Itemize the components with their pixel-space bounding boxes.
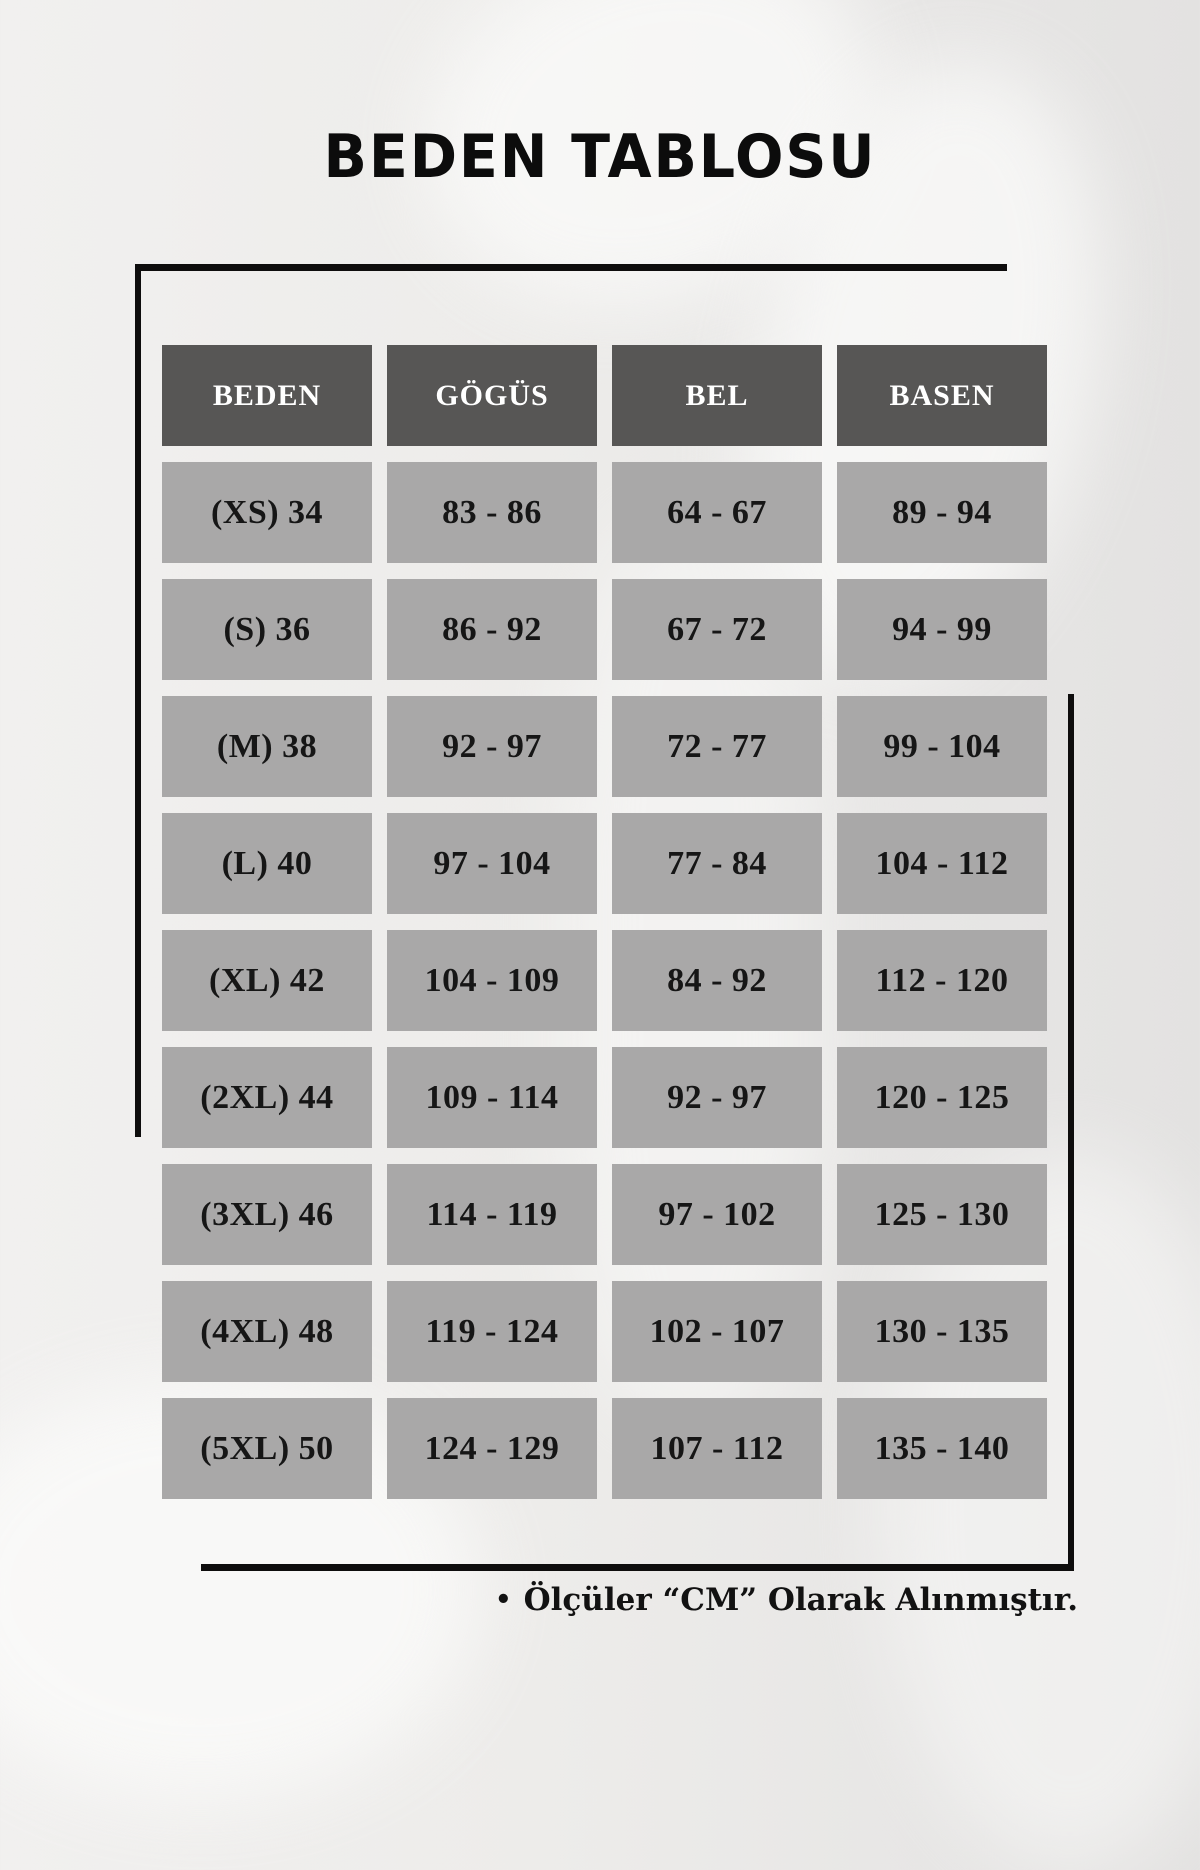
table-cell-r8-c3: 135 - 140 [837,1398,1047,1499]
table-cell-r8-c0: (5XL) 50 [162,1398,372,1499]
table-cell-r4-c1: 104 - 109 [387,930,597,1031]
table-cell-r1-c3: 94 - 99 [837,579,1047,680]
table-cell-r8-c1: 124 - 129 [387,1398,597,1499]
header-cell-1: GÖGÜS [387,345,597,446]
frame-line-right [1068,694,1074,1571]
table-cell-r3-c0: (L) 40 [162,813,372,914]
table-cell-r6-c0: (3XL) 46 [162,1164,372,1265]
table-cell-r1-c1: 86 - 92 [387,579,597,680]
table-cell-r0-c0: (XS) 34 [162,462,372,563]
table-cell-r7-c3: 130 - 135 [837,1281,1047,1382]
table-cell-r4-c2: 84 - 92 [612,930,822,1031]
table-cell-r2-c1: 92 - 97 [387,696,597,797]
table-cell-r6-c1: 114 - 119 [387,1164,597,1265]
header-cell-0: BEDEN [162,345,372,446]
table-cell-r1-c2: 67 - 72 [612,579,822,680]
footer-note [495,1582,1078,1618]
table-cell-r0-c2: 64 - 67 [612,462,822,563]
frame-line-top [135,264,1007,271]
table-cell-r3-c3: 104 - 112 [837,813,1047,914]
size-chart-table [162,345,1047,1499]
frame-line-bottom [201,1564,1074,1571]
table-cell-r7-c0: (4XL) 48 [162,1281,372,1382]
table-cell-r5-c3: 120 - 125 [837,1047,1047,1148]
bullet-icon: • [495,1585,512,1615]
header-cell-2: BEL [612,345,822,446]
table-cell-r7-c2: 102 - 107 [612,1281,822,1382]
table-cell-r5-c2: 92 - 97 [612,1047,822,1148]
table-cell-r3-c2: 77 - 84 [612,813,822,914]
footer-note-text: Ölçüler “CM” Olarak Alınmıştır. [523,1582,1078,1618]
page-title: BEDEN TABLOSU [323,122,877,192]
header-cell-3: BASEN [837,345,1047,446]
table-cell-r5-c0: (2XL) 44 [162,1047,372,1148]
frame-line-left [135,264,141,1137]
table-cell-r0-c3: 89 - 94 [837,462,1047,563]
table-cell-r7-c1: 119 - 124 [387,1281,597,1382]
table-cell-r2-c2: 72 - 77 [612,696,822,797]
table-cell-r6-c2: 97 - 102 [612,1164,822,1265]
table-cell-r8-c2: 107 - 112 [612,1398,822,1499]
table-cell-r4-c0: (XL) 42 [162,930,372,1031]
table-cell-r0-c1: 83 - 86 [387,462,597,563]
table-cell-r4-c3: 112 - 120 [837,930,1047,1031]
table-cell-r6-c3: 125 - 130 [837,1164,1047,1265]
table-cell-r1-c0: (S) 36 [162,579,372,680]
table-cell-r5-c1: 109 - 114 [387,1047,597,1148]
table-cell-r2-c0: (M) 38 [162,696,372,797]
table-cell-r3-c1: 97 - 104 [387,813,597,914]
table-cell-r2-c3: 99 - 104 [837,696,1047,797]
